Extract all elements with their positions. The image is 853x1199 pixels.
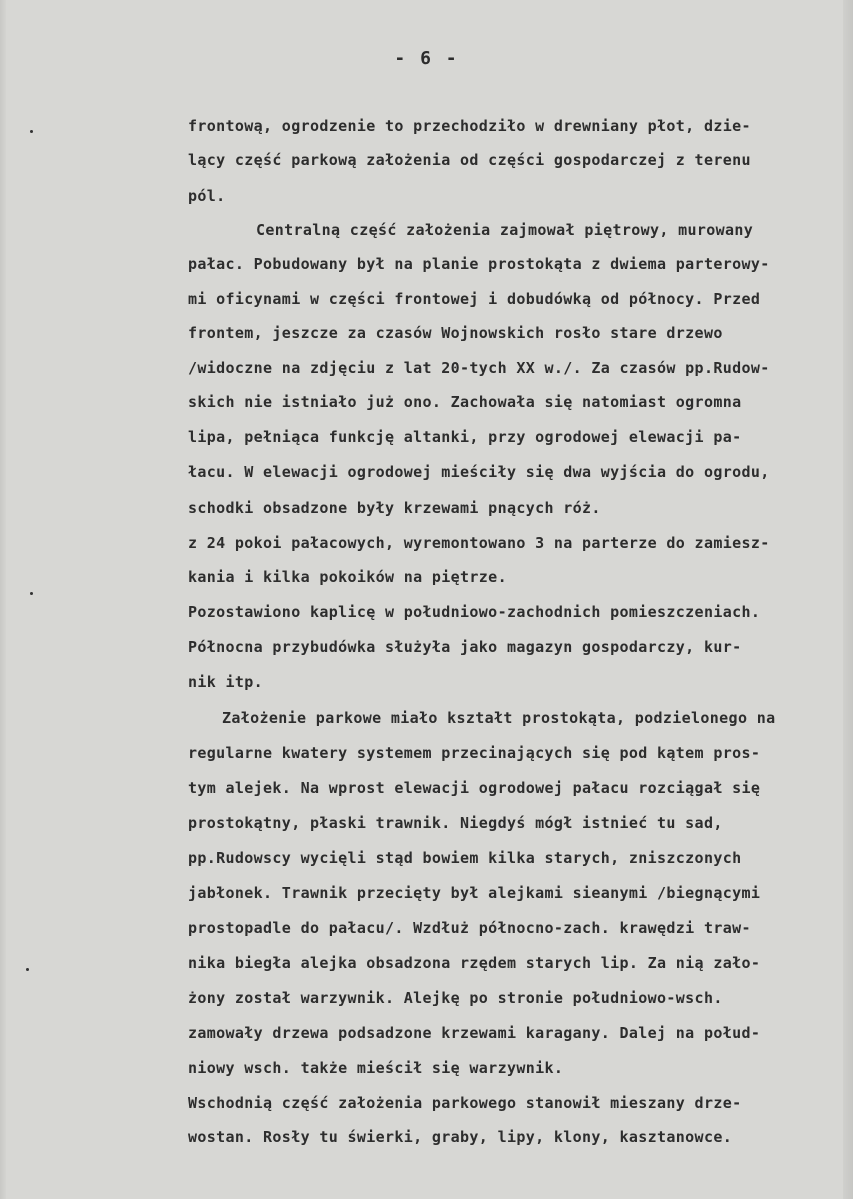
text-line: frontową, ogrodzenie to przechodziło w drewniany płot, dzie- [188,117,751,135]
text-line: schodki obsadzone były krzewami pnących róż. [188,499,601,517]
text-line: prostokątny, płaski trawnik. Niegdyś mógł istnieć tu sad, [188,814,723,832]
text-line: nik itp. [188,673,264,691]
text-line: lący część parkową założenia od części gospodarczej z terenu [188,151,751,169]
text-line: pp.Rudowscy wycięli stąd bowiem kilka starych, zniszczonych [188,849,742,867]
text-line: żony został warzywnik. Alejkę po stronie południowo-wsch. [188,989,723,1007]
text-line: nika biegła alejka obsadzona rzędem starych lip. Za nią zało- [188,954,761,972]
page-number: - 6 - [394,48,459,69]
text-line: zamowały drzewa podsadzone krzewami karagany. Dalej na połud- [188,1024,761,1042]
text-line: frontem, jeszcze za czasów Wojnowskich rosło stare drzewo [188,324,723,342]
text-line: mi oficynami w części frontowej i dobudówką od północy. Przed [188,290,761,308]
text-line: regularne kwatery systemem przecinających się pod kątem pros- [188,744,761,762]
scan-speck [26,968,29,971]
text-line: jabłonek. Trawnik przecięty był alejkami sieanymi /biegnącymi [188,884,761,902]
text-line: Północna przybudówka służyła jako magazyn gospodarczy, kur- [188,638,742,656]
scan-left-edge [0,0,6,1199]
text-line: Wschodnią część założenia parkowego stanowił mieszany drze- [188,1094,742,1112]
text-line: pałac. Pobudowany był na planie prostokąta z dwiema parterowy- [188,255,770,273]
text-line: lipa, pełniąca funkcję altanki, przy ogrodowej elewacji pa- [188,428,742,446]
text-line: łacu. W elewacji ogrodowej mieściły się dwa wyjścia do ogrodu, [188,463,770,481]
scan-right-edge [843,0,853,1199]
text-line: niowy wsch. także mieścił się warzywnik. [188,1059,564,1077]
text-line: z 24 pokoi pałacowych, wyremontowano 3 na parterze do zamiesz- [188,534,770,552]
text-line: Pozostawiono kaplicę w południowo-zachodnich pomieszczeniach. [188,603,761,621]
text-line: Centralną część założenia zajmował piętrowy, murowany [256,221,754,239]
scan-speck [30,592,33,595]
text-line: Założenie parkowe miało kształt prostokąta, podzielonego na [222,709,776,727]
text-line: /widoczne na zdjęciu z lat 20-tych XX w./. Za czasów pp.Rudow- [188,359,770,377]
text-line: prostopadle do pałacu/. Wzdłuż północno-zach. krawędzi traw- [188,919,751,937]
text-line: skich nie istniało już ono. Zachowała się natomiast ogromna [188,393,742,411]
scan-speck [30,130,33,133]
text-line: kania i kilka pokoików na piętrze. [188,568,507,586]
text-line: wostan. Rosły tu świerki, graby, lipy, klony, kasztanowce. [188,1128,733,1146]
text-line: tym alejek. Na wprost elewacji ogrodowej pałacu rozciągał się [188,779,761,797]
text-line: pól. [188,187,226,205]
